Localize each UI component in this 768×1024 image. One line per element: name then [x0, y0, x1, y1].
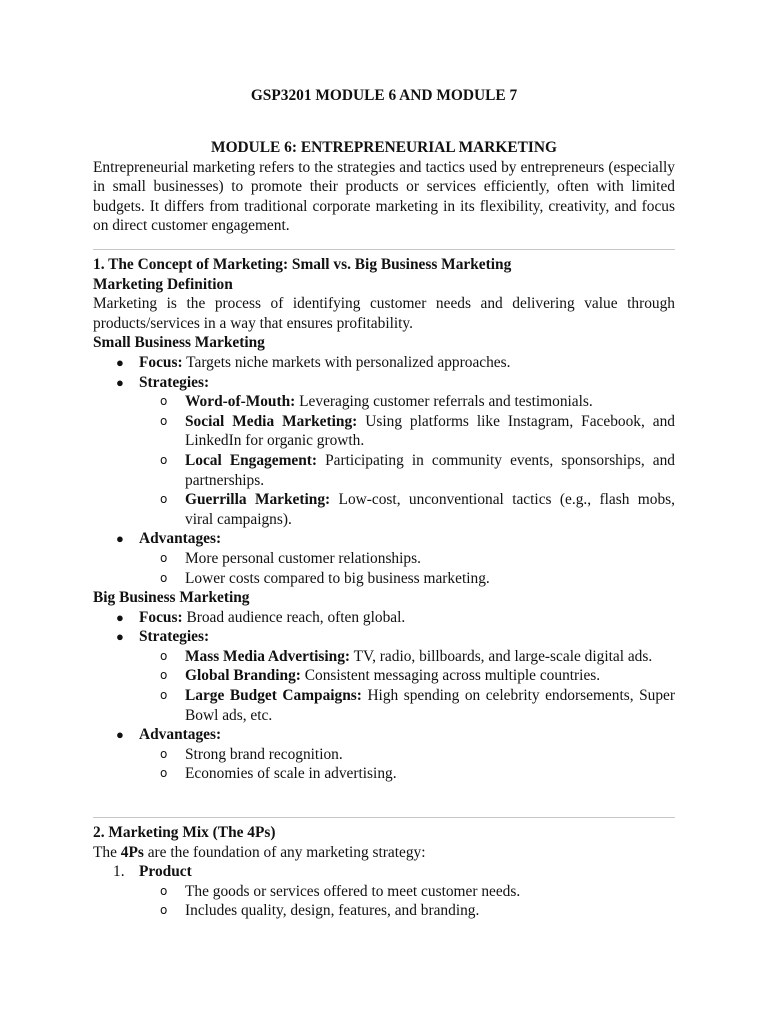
advantage-text: Lower costs compared to big business marketing.	[185, 569, 490, 587]
section1-title: 1. The Concept of Marketing: Small vs. Big Business Marketing	[93, 256, 512, 273]
list-item	[139, 901, 675, 921]
list-item	[93, 862, 675, 921]
strategy-text: Leveraging customer referrals and testimonials.	[295, 393, 593, 411]
list-item	[139, 549, 675, 569]
marketing-definition-title: Marketing Definition	[93, 275, 233, 293]
advantage-text: More personal customer relationships.	[185, 549, 421, 567]
intro-text: The	[93, 843, 121, 861]
big-strategies-list	[139, 647, 675, 725]
list-item	[93, 608, 675, 628]
section-divider	[93, 817, 675, 818]
section2-title: 2. Marketing Mix (The 4Ps)	[93, 824, 276, 841]
section1	[93, 255, 675, 784]
marketing-definition-text: Marketing is the process of identifying customer needs and delivering value through products/services in a way that ensures profitability.	[93, 295, 675, 332]
list-item	[139, 882, 675, 902]
strategies-label: Strategies:	[139, 373, 210, 391]
point-text: Includes quality, design, features, and branding.	[185, 902, 480, 920]
strategy-label: Guerrilla Marketing:	[185, 491, 331, 509]
product-points-list	[139, 882, 675, 921]
focus-text: Broad audience reach, often global.	[182, 608, 406, 626]
small-advantages-list	[139, 549, 675, 588]
item-label: Product	[139, 863, 192, 881]
module6-section	[93, 138, 675, 236]
section2-intro	[93, 843, 675, 863]
document-title: GSP3201 MODULE 6 AND MODULE 7	[250, 87, 518, 104]
list-item	[139, 392, 675, 412]
point-text: The goods or services offered to meet customer needs.	[185, 882, 521, 900]
module6-heading: MODULE 6: ENTREPRENEURIAL MARKETING	[211, 139, 557, 156]
circle-bullet-icon: o	[160, 766, 168, 781]
section2	[93, 823, 675, 921]
circle-bullet-icon: o	[160, 492, 168, 507]
focus-label: Focus:	[139, 353, 183, 371]
small-business-list	[93, 353, 675, 588]
list-item	[139, 745, 675, 765]
strategies-label: Strategies:	[139, 628, 210, 646]
bullet-icon: ●	[116, 354, 124, 370]
circle-bullet-icon: o	[160, 648, 168, 663]
circle-bullet-icon: o	[160, 452, 168, 467]
focus-label: Focus:	[139, 608, 183, 626]
circle-bullet-icon: o	[160, 550, 168, 565]
circle-bullet-icon: o	[160, 746, 168, 761]
item-number: 1.	[113, 863, 125, 881]
list-item	[139, 686, 675, 725]
bullet-icon: ●	[116, 609, 124, 625]
strategy-text: High spending on celebrity endorsements, Super Bowl ads, etc.	[185, 687, 675, 724]
intro-bold-text: 4Ps	[120, 843, 144, 861]
strategy-text: Using platforms like Instagram, Facebook, and LinkedIn for organic growth.	[185, 412, 675, 450]
big-business-title: Big Business Marketing	[93, 589, 250, 607]
circle-bullet-icon: o	[160, 883, 168, 898]
strategy-label: Global Branding:	[185, 667, 301, 685]
advantage-text: Strong brand recognition.	[185, 745, 343, 763]
list-item	[93, 627, 675, 725]
circle-bullet-icon: o	[160, 394, 168, 409]
advantages-label: Advantages:	[139, 530, 222, 548]
list-item	[139, 412, 675, 451]
module6-intro: Entrepreneurial marketing refers to the strategies and tactics used by entrepreneurs (especially in small businesses) to promote their products or services efficiently, often with limited budgets. It differs from traditional corporate marketing in its flexibility, creativity, and focus on direct customer engagement.	[93, 158, 675, 235]
bullet-icon: ●	[116, 374, 124, 390]
strategy-text: TV, radio, billboards, and large-scale digital ads.	[350, 647, 653, 665]
small-strategies-list	[139, 392, 675, 529]
focus-text: Targets niche markets with personalized approaches.	[182, 353, 511, 371]
strategy-label: Social Media Marketing:	[185, 412, 358, 430]
list-item	[93, 353, 675, 373]
bullet-icon: ●	[116, 629, 124, 645]
strategy-text: Consistent messaging across multiple countries.	[300, 667, 601, 685]
circle-bullet-icon: o	[160, 413, 168, 428]
bullet-icon: ●	[116, 531, 124, 547]
strategy-text: Low-cost, unconventional tactics (e.g., flash mobs, viral campaigns).	[185, 491, 675, 528]
list-item	[139, 647, 675, 667]
strategy-label: Large Budget Campaigns:	[185, 687, 362, 705]
list-item	[139, 490, 675, 529]
section-divider	[93, 249, 675, 250]
list-item	[93, 529, 675, 588]
circle-bullet-icon: o	[160, 903, 168, 918]
strategy-label: Local Engagement:	[185, 451, 318, 469]
strategy-label: Word-of-Mouth:	[185, 393, 296, 411]
bullet-icon: ●	[116, 727, 124, 743]
advantages-label: Advantages:	[139, 726, 222, 744]
strategy-text: Participating in community events, sponsorships, and partnerships.	[185, 451, 675, 489]
list-item	[139, 666, 675, 686]
list-item	[93, 725, 675, 784]
circle-bullet-icon: o	[160, 668, 168, 683]
list-item	[139, 451, 675, 490]
circle-bullet-icon: o	[160, 688, 168, 703]
list-item	[93, 373, 675, 530]
circle-bullet-icon: o	[160, 570, 168, 585]
big-business-list	[93, 608, 675, 784]
list-item	[139, 764, 675, 784]
strategy-label: Mass Media Advertising:	[185, 647, 351, 665]
small-business-title: Small Business Marketing	[93, 334, 265, 352]
four-ps-list	[93, 862, 675, 921]
advantage-text: Economies of scale in advertising.	[185, 765, 397, 783]
big-advantages-list	[139, 745, 675, 784]
list-item	[139, 569, 675, 589]
intro-text: are the foundation of any marketing strategy:	[143, 843, 426, 861]
